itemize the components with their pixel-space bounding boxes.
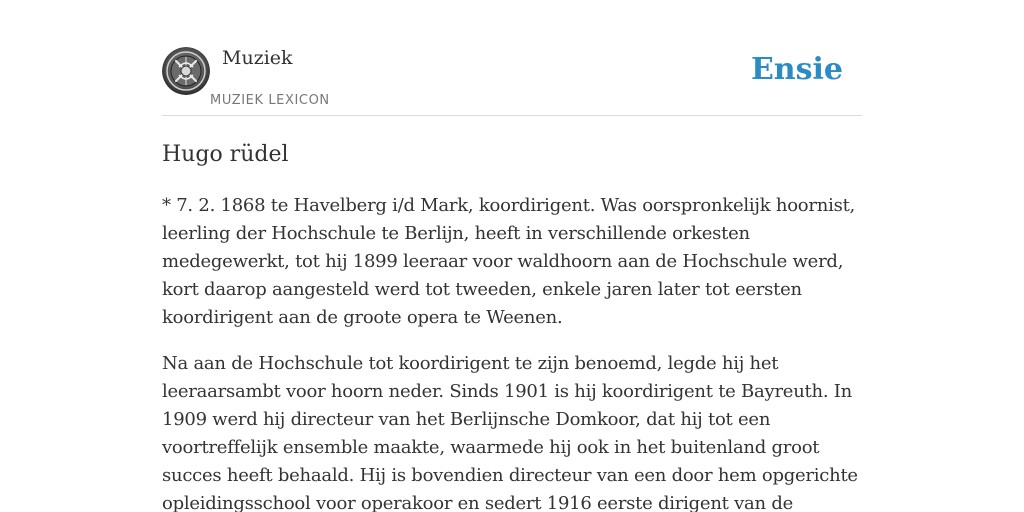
header-divider <box>162 115 862 116</box>
article-paragraph: * 7. 2. 1868 te Havelberg i/d Mark, koordirigent. Was oorspronkelijk hoornist, leerling der Hochschule te Berlijn, heeft in verschillende orkesten medegewerkt, tot hij 1899 leeraar voor waldhoorn aan de Hochschule werd, kort daarop aangesteld werd tot tweeden, enkele jaren later tot eersten koordirigent aan de groote opera te Weenen. <box>162 195 856 328</box>
brand-logo[interactable]: Ensie <box>750 52 843 87</box>
article-paragraph: Na aan de Hochschule tot koordirigent te zijn benoemd, legde hij het leeraarsambt voor hoorn neder. Sinds 1901 is hij koordirigent te Bayreuth. In 1909 werd hij directeur van het Berlijnsche Domkoor, dat hij tot een voortreffelijk ensemble maakte, waarmede hij ook in het buitenland groot succes heeft behaald. Hij is bovendien directeur van een door hem opgerichte opleidingsschool voor operakoor en sedert 1916 eerste dirigent van de <box>162 353 858 512</box>
article-body <box>162 192 866 512</box>
category-link[interactable]: Muziek <box>222 47 293 69</box>
music-emblem-icon <box>162 47 210 95</box>
lexicon-label[interactable]: MUZIEK LEXICON <box>210 93 330 108</box>
category-avatar[interactable] <box>162 47 210 95</box>
article-title: Hugo rüdel <box>162 142 289 167</box>
